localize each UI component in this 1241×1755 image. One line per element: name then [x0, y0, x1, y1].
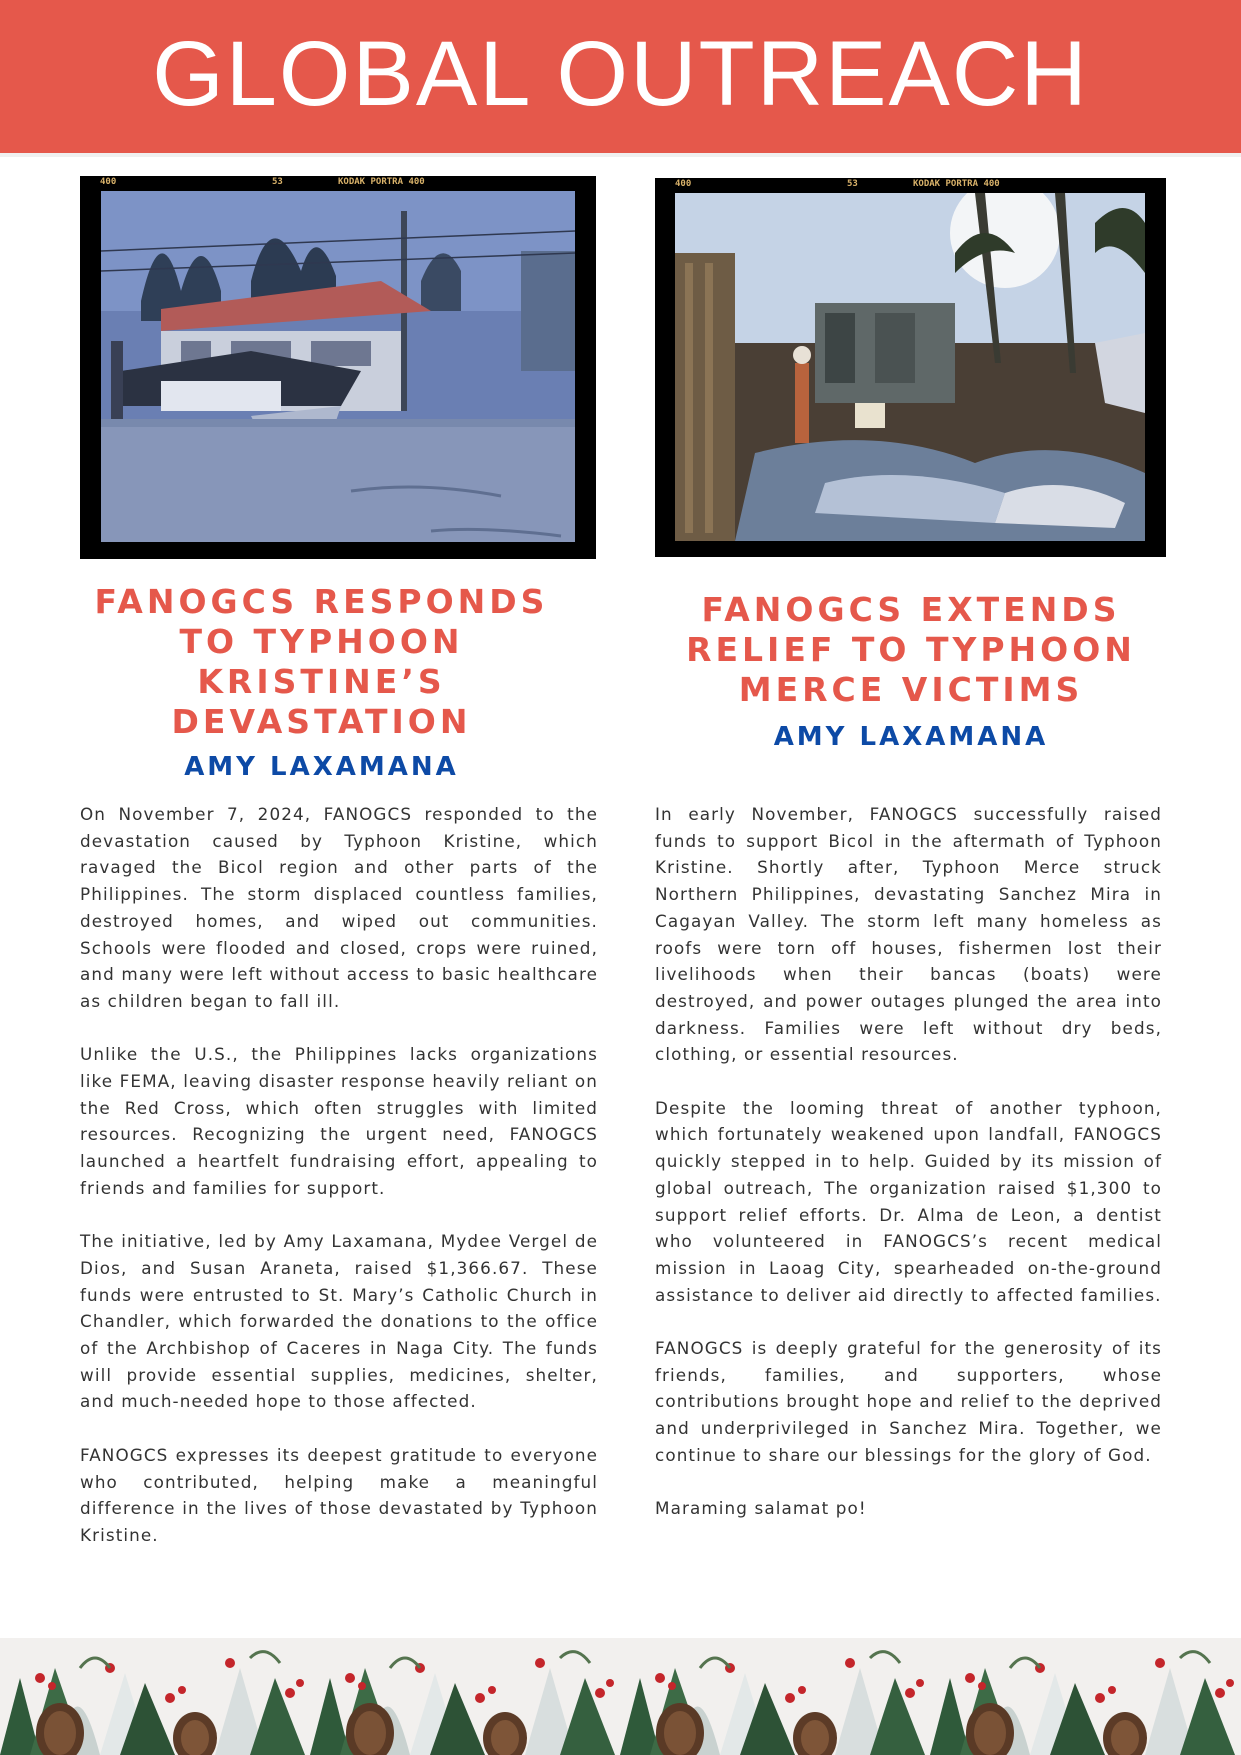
film-frame-number: 400 — [100, 177, 117, 187]
damage-photo — [655, 178, 1166, 557]
right-article — [655, 801, 1162, 1549]
banner-divider — [0, 153, 1241, 157]
garland-image — [0, 1638, 1241, 1755]
right-headline: FANOGCS EXTENDS RELIEF TO TYPHOON MERCE VICTIMS — [686, 590, 1136, 709]
flood-photo — [80, 176, 596, 559]
left-headline: FANOGCS RESPONDS TO TYPHOON KRISTINE’S DEVASTATION — [94, 582, 549, 741]
page-title: GLOBAL OUTREACH — [152, 23, 1089, 125]
article-paragraph: Despite the looming threat of another typhoon, which fortunately weakened upon landfall, FANOGCS quickly stepped in to help. Guided by its mission of global outreach, The organization raised $1,300 to support relief efforts. Dr. Alma de Leon, a dentist who volunteered in FANOGCS’s recent medical mission in Laoag City, spearheaded on-the-ground assistance to deliver aid directly to affected families. — [655, 1097, 1162, 1305]
article-paragraph: Maraming salamat po! — [655, 1498, 867, 1519]
film-frame-number: 400 — [675, 179, 692, 189]
article-paragraph: FANOGCS is deeply grateful for the generosity of its friends, families, and supporters, whose contributions brought hope and relief to the deprived and underprivileged in Sanchez Mira. Together, we continue to share our blessings for the glory of God. — [655, 1338, 1162, 1465]
film-roll-number: 53 — [272, 177, 283, 187]
left-byline: AMY LAXAMANA — [184, 752, 459, 782]
damage-scene-image — [675, 193, 1145, 541]
left-article — [80, 801, 598, 1575]
film-brand: KODAK PORTRA 400 — [913, 179, 1000, 189]
film-roll-number: 53 — [847, 179, 858, 189]
holiday-garland-footer — [0, 1638, 1241, 1755]
right-byline: AMY LAXAMANA — [773, 722, 1049, 752]
article-paragraph: FANOGCS expresses its deepest gratitude to everyone who contributed, helping make a meaningful difference in the lives of those devastated by Typhoon Kristine. — [80, 1444, 598, 1545]
title-banner — [0, 0, 1241, 153]
article-paragraph: The initiative, led by Amy Laxamana, Mydee Vergel de Dios, and Susan Araneta, raised $1,366.67. These funds were entrusted to St. Mary’s Catholic Church in Chandler, which forwarded the donations to the office of the Archbishop of Caceres in Naga City. The funds will provide essential supplies, medicines, shelter, and much-needed hope to those affected. — [80, 1231, 598, 1412]
film-brand: KODAK PORTRA 400 — [338, 177, 425, 187]
flood-scene-image — [101, 191, 575, 542]
article-paragraph: Unlike the U.S., the Philippines lacks organizations like FEMA, leaving disaster response heavily reliant on the Red Cross, which often struggles with limited resources. Recognizing the urgent need, FANOGCS launched a heartfelt fundraising effort, appealing to friends and families for support. — [80, 1044, 598, 1198]
article-paragraph: In early November, FANOGCS successfully raised funds to support Bicol in the aftermath of Typhoon Kristine. Shortly after, Typhoon Merce struck Northern Philippines, devastating Sanchez Mira in Cagayan Valley. The storm left many homeless as roofs were torn off houses, fishermen lost their livelihoods when their bancas (boats) were destroyed, and power outages plunged the area into darkness. Families were left without dry beds, clothing, or essential resources. — [655, 804, 1162, 1065]
article-paragraph: On November 7, 2024, FANOGCS responded to the devastation caused by Typhoon Kristine, which ravaged the Bicol region and other parts of the Philippines. The storm displaced countless families, destroyed homes, and wiped out communities. Schools were flooded and closed, crops were ruined, and many were left without access to basic healthcare as children began to fall ill. — [80, 804, 598, 1011]
